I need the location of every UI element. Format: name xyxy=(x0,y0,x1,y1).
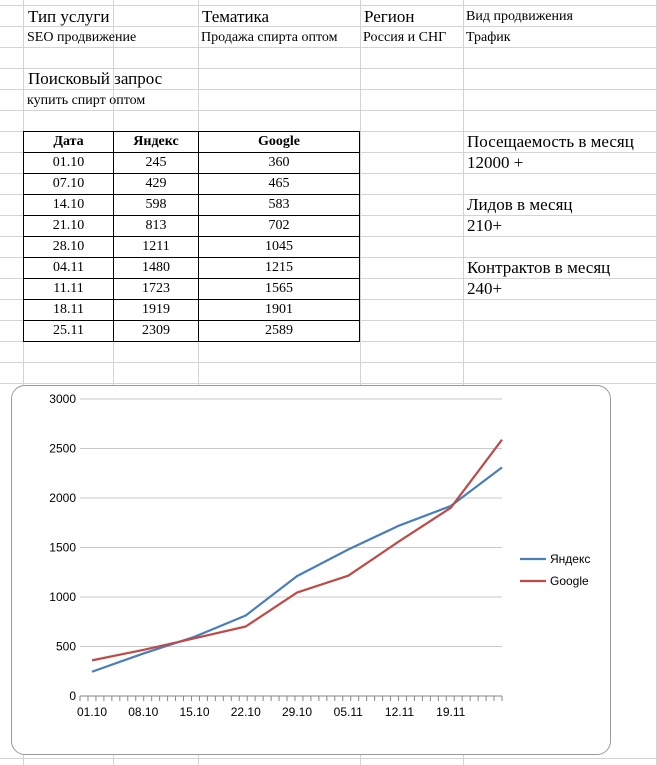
table-row xyxy=(24,216,360,237)
x-tick-label: 12.11 xyxy=(384,705,415,719)
value-topic[interactable]: Продажа спирта оптом xyxy=(201,30,338,45)
table-cell-google[interactable]: 702 xyxy=(199,216,360,237)
table-row xyxy=(24,174,360,195)
table-cell-date[interactable]: 18.11 xyxy=(24,300,114,321)
y-tick-label: 500 xyxy=(55,639,76,654)
table-cell-google[interactable]: 465 xyxy=(199,174,360,195)
legend-label: Яндекс xyxy=(550,552,591,566)
table-cell-yandex[interactable]: 1919 xyxy=(114,300,199,321)
table-cell-yandex[interactable]: 1723 xyxy=(114,279,199,300)
header-topic[interactable]: Тематика xyxy=(202,7,270,26)
table-header-google[interactable]: Google xyxy=(199,132,360,153)
contracts-value[interactable]: 240+ xyxy=(467,279,503,298)
chart-canvas xyxy=(12,386,610,754)
y-tick-label: 2500 xyxy=(49,441,76,456)
table-cell-google[interactable]: 1045 xyxy=(199,237,360,258)
y-tick-label: 0 xyxy=(69,689,76,703)
visits-label[interactable]: Посещаемость в месяц xyxy=(467,132,634,151)
traffic-chart[interactable] xyxy=(11,385,611,755)
table-cell-date[interactable]: 11.11 xyxy=(24,279,114,300)
contracts-label[interactable]: Контрактов в месяц xyxy=(467,258,611,277)
table-cell-yandex[interactable]: 598 xyxy=(114,195,199,216)
table-cell-google[interactable]: 583 xyxy=(199,195,360,216)
leads-label[interactable]: Лидов в месяц xyxy=(467,195,573,214)
y-tick-label: 1000 xyxy=(49,590,76,604)
table-cell-date[interactable]: 01.10 xyxy=(24,153,114,174)
table-row xyxy=(24,300,360,321)
x-tick-label: 29.10 xyxy=(281,705,313,719)
table-cell-date[interactable]: 28.10 xyxy=(24,237,114,258)
header-promo-type[interactable]: Вид продвижения xyxy=(466,9,573,24)
y-tick-label: 3000 xyxy=(49,392,76,406)
y-tick-label: 2000 xyxy=(49,491,76,505)
table-row xyxy=(24,153,360,174)
table-cell-date[interactable]: 07.10 xyxy=(24,174,114,195)
table-row xyxy=(24,237,360,258)
series-line-google xyxy=(92,440,502,661)
table-row xyxy=(24,258,360,279)
table-cell-google[interactable]: 1565 xyxy=(199,279,360,300)
table-cell-google[interactable]: 360 xyxy=(199,153,360,174)
x-tick-label: 15.10 xyxy=(179,705,210,719)
visits-value[interactable]: 12000 + xyxy=(467,153,524,172)
table-row xyxy=(24,195,360,216)
value-region[interactable]: Россия и СНГ xyxy=(363,30,447,45)
table-cell-yandex[interactable]: 2309 xyxy=(114,321,199,342)
leads-value[interactable]: 210+ xyxy=(467,216,503,235)
table-cell-yandex[interactable]: 245 xyxy=(114,153,199,174)
value-service-type[interactable]: SEO продвижение xyxy=(27,30,137,45)
table-cell-google[interactable]: 1901 xyxy=(199,300,360,321)
table-header-row xyxy=(24,132,360,153)
table-cell-date[interactable]: 21.10 xyxy=(24,216,114,237)
table-cell-yandex[interactable]: 813 xyxy=(114,216,199,237)
table-cell-yandex[interactable]: 1480 xyxy=(114,258,199,279)
table-cell-google[interactable]: 1215 xyxy=(199,258,360,279)
table-header-date[interactable]: Дата xyxy=(24,132,114,153)
traffic-table xyxy=(23,131,360,342)
header-region[interactable]: Регион xyxy=(364,7,415,26)
legend-label: Google xyxy=(550,574,589,588)
query-value[interactable]: купить спирт оптом xyxy=(27,93,146,108)
table-cell-date[interactable]: 25.11 xyxy=(24,321,114,342)
y-tick-label: 1500 xyxy=(49,540,76,555)
x-tick-label: 19.11 xyxy=(436,705,466,719)
x-tick-label: 22.10 xyxy=(230,705,261,719)
x-tick-label: 01.10 xyxy=(76,705,108,719)
query-label[interactable]: Поисковый запрос xyxy=(28,69,163,88)
table-cell-date[interactable]: 04.11 xyxy=(24,258,114,279)
table-header-yandex[interactable]: Яндекс xyxy=(114,132,199,153)
value-promo-type[interactable]: Трафик xyxy=(466,30,511,45)
x-tick-label: 05.11 xyxy=(333,705,363,719)
header-service-type[interactable]: Тип услуги xyxy=(28,7,110,26)
table-cell-yandex[interactable]: 1211 xyxy=(114,237,199,258)
table-row xyxy=(24,321,360,342)
x-tick-label: 08.10 xyxy=(128,705,159,719)
table-cell-yandex[interactable]: 429 xyxy=(114,174,199,195)
table-row xyxy=(24,279,360,300)
table-cell-google[interactable]: 2589 xyxy=(199,321,360,342)
table-cell-date[interactable]: 14.10 xyxy=(24,195,114,216)
